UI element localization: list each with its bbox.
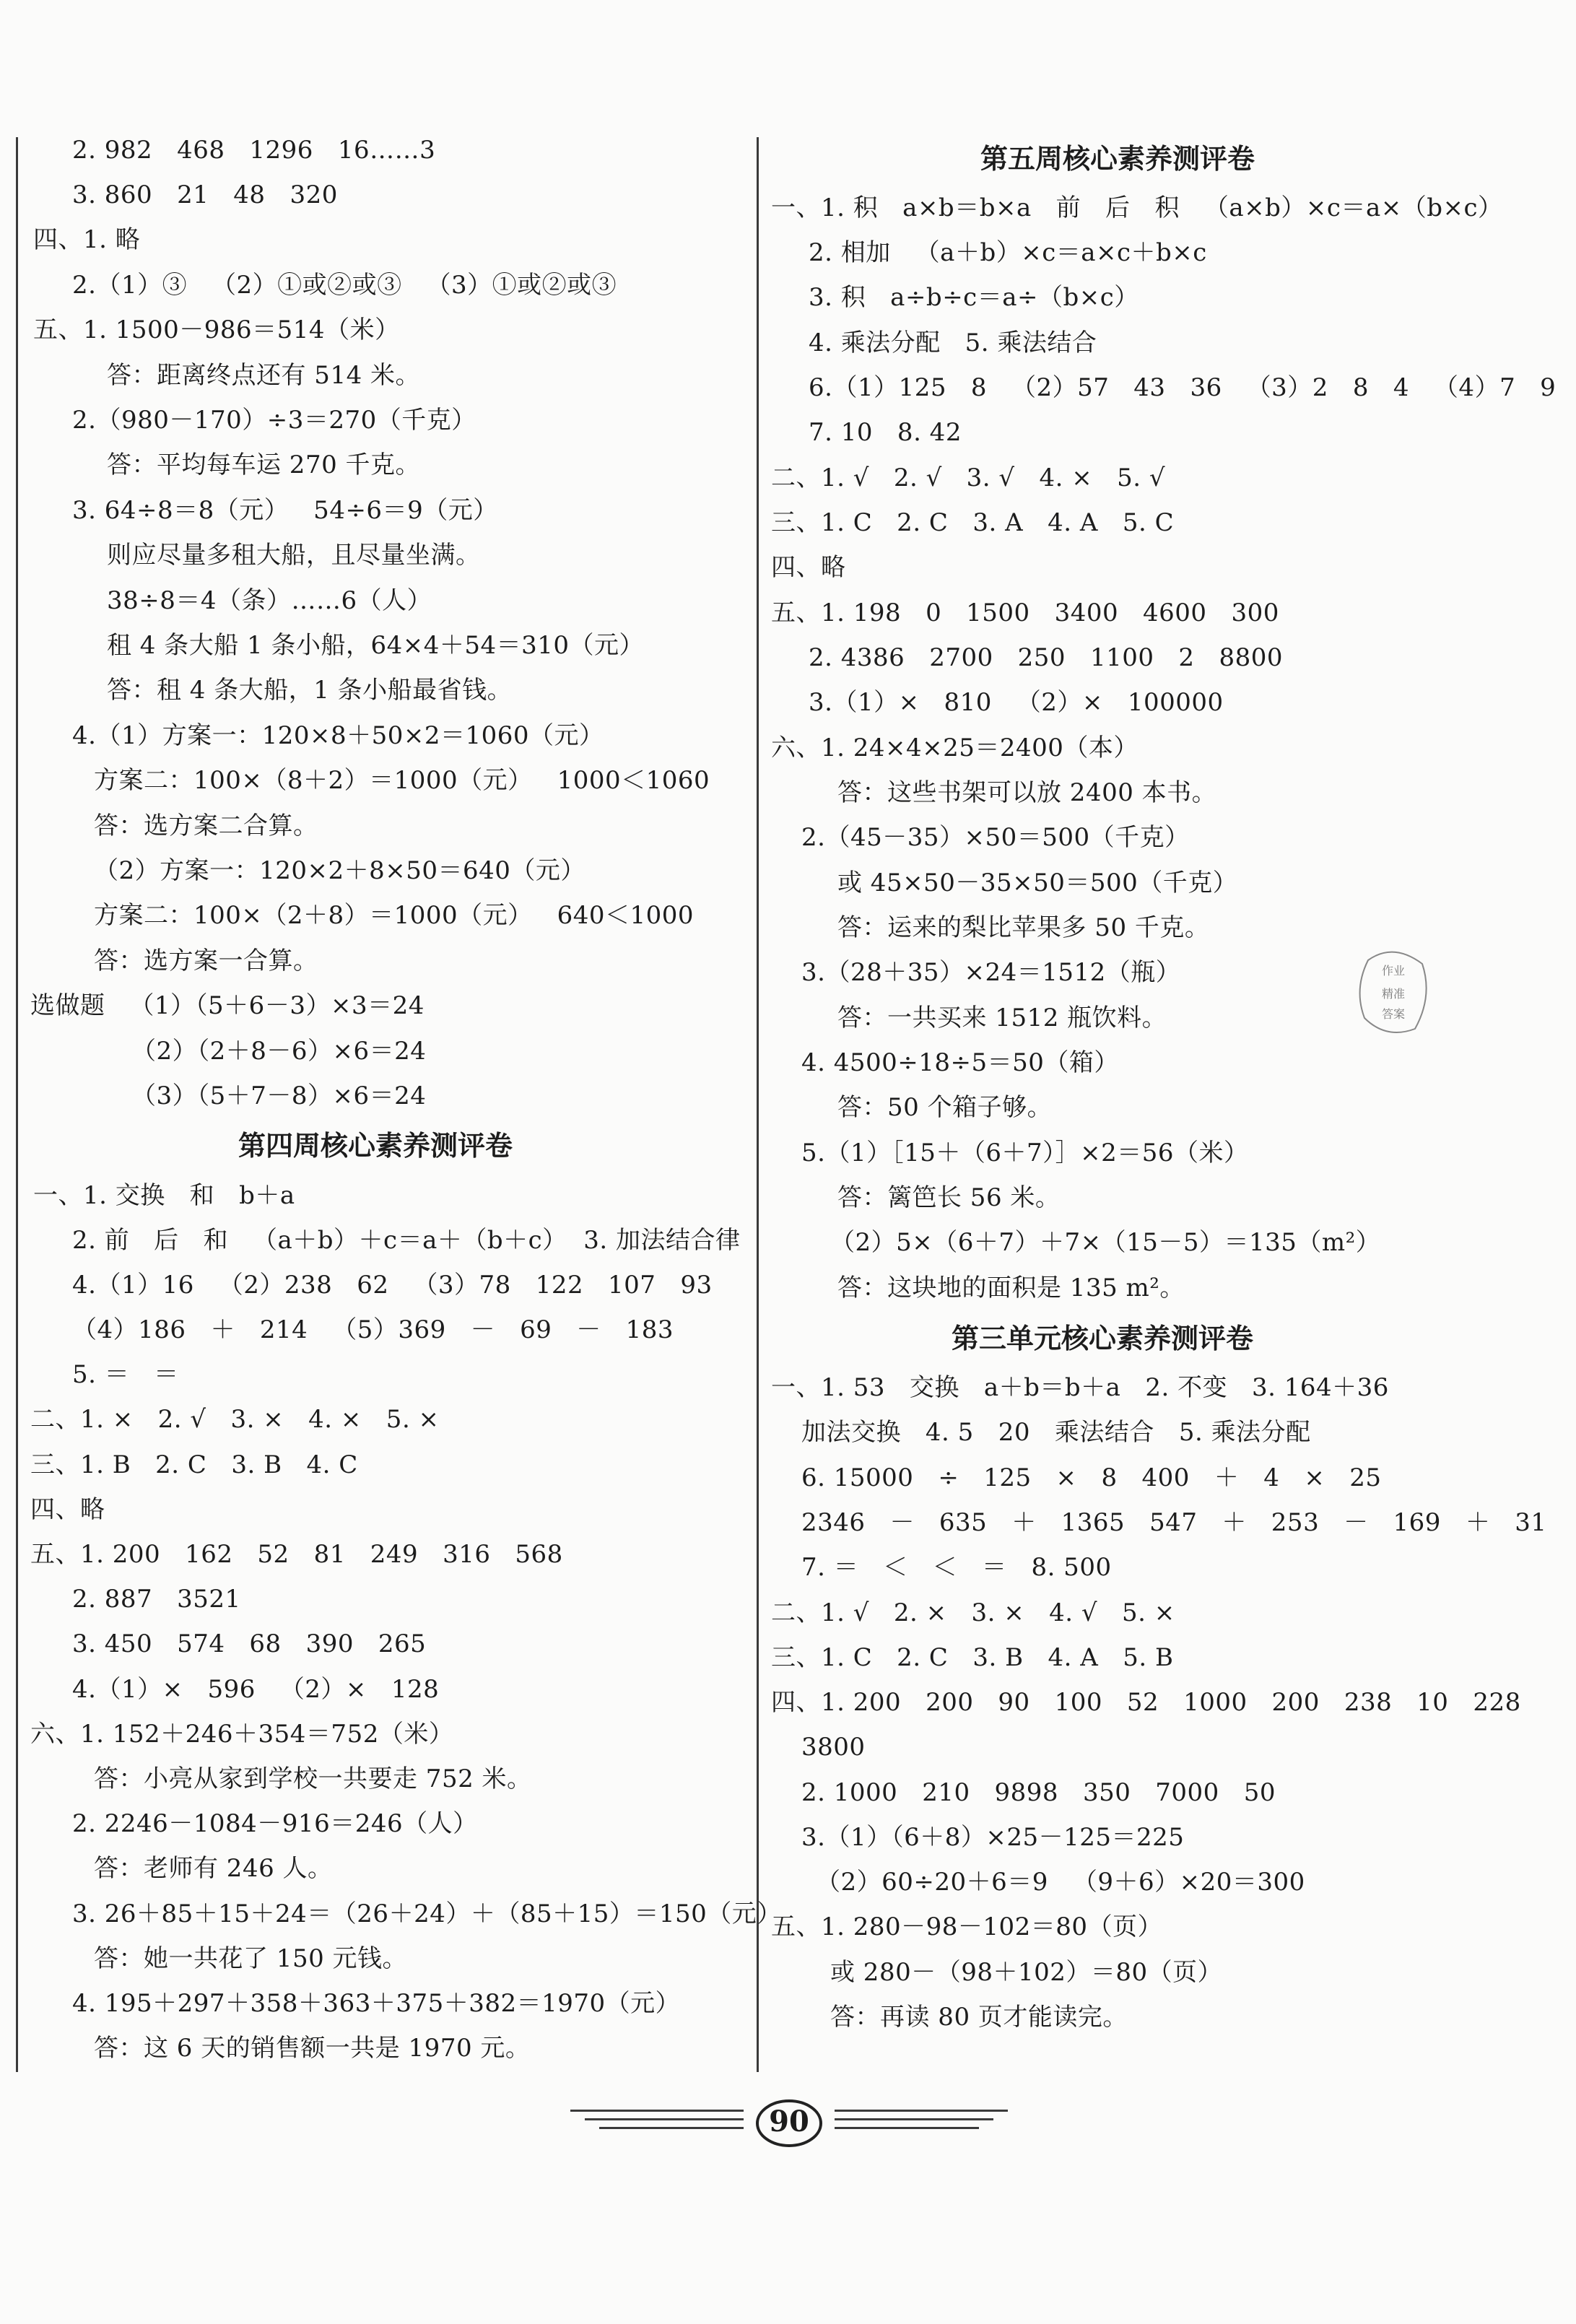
answer-line: 答：租 4 条大船，1 条小船最省钱。 bbox=[107, 676, 513, 705]
answer-line: 4.（1）方案一：120×8＋50×2＝1060（元） bbox=[72, 721, 604, 750]
answer-line: 则应尽量多租大船，且尽量坐满。 bbox=[107, 541, 481, 570]
answer-line: 三、1. C 2. C 3. B 4. A 5. B bbox=[771, 1643, 1174, 1672]
answer-line: 或 280－（98＋102）＝80（页） bbox=[830, 1958, 1223, 1987]
answer-line: 一、1. 53 交换 a＋b＝b＋a 2. 不变 3. 164＋36 bbox=[771, 1373, 1389, 1402]
answer-line: 3. 64÷8＝8（元） 54÷6＝9（元） bbox=[72, 496, 498, 525]
answer-line: 一、1. 交换 和 b＋a bbox=[33, 1181, 295, 1210]
answer-line: 二、1. √ 2. √ 3. √ 4. × 5. √ bbox=[771, 464, 1166, 492]
answer-line: 四、1. 200 200 90 100 52 1000 200 238 10 228 bbox=[771, 1688, 1521, 1717]
stamp-text-3: 答案 bbox=[1381, 1007, 1406, 1021]
answer-line: 3. 积 a÷b÷c＝a÷（b×c） bbox=[809, 283, 1139, 312]
answer-line: （2）60÷20＋6＝9 （9＋6）×20＝300 bbox=[816, 1868, 1305, 1897]
answer-line: 三、1. B 2. C 3. B 4. C bbox=[30, 1450, 358, 1479]
answer-line: 3.（28＋35）×24＝1512（瓶） bbox=[801, 958, 1181, 987]
answer-line: 答：一共买来 1512 瓶饮料。 bbox=[837, 1004, 1167, 1032]
answer-line: 6.（1）125 8 （2）57 43 36 （3）2 8 4 （4）7 9 bbox=[809, 373, 1557, 402]
answer-line: 选做题 （1）（5＋6－3）×3＝24 bbox=[30, 991, 425, 1020]
answer-line: 2.（980－170）÷3＝270（千克） bbox=[72, 406, 476, 435]
answer-line: 2. 887 3521 bbox=[72, 1585, 241, 1614]
answer-line: 3.（1）× 810 （2）× 100000 bbox=[809, 688, 1224, 717]
answer-line: 答：老师有 246 人。 bbox=[94, 1854, 333, 1883]
answer-line: 2. 相加 （a＋b）×c＝a×c＋b×c bbox=[809, 238, 1207, 267]
answer-line: 4.（1）16 （2）238 62 （3）78 122 107 93 bbox=[72, 1271, 713, 1300]
answer-line: （3）（5＋7－8）×6＝24 bbox=[131, 1082, 427, 1110]
answer-line: 一、1. 积 a×b＝b×a 前 后 积 （a×b）×c＝a×（b×c） bbox=[771, 193, 1503, 222]
answer-line: 加法交换 4. 5 20 乘法结合 5. 乘法分配 bbox=[801, 1418, 1311, 1447]
answer-line: 五、1. 200 162 52 81 249 316 568 bbox=[30, 1540, 563, 1569]
answer-line: 答：选方案二合算。 bbox=[94, 811, 318, 840]
answer-line: 或 45×50－35×50＝500（千克） bbox=[837, 869, 1238, 897]
section-heading: 第三单元核心素养测评卷 bbox=[952, 1323, 1254, 1354]
page-number: 90 bbox=[769, 2105, 809, 2138]
answer-line: 租 4 条大船 1 条小船，64×4＋54＝310（元） bbox=[107, 631, 645, 660]
answer-line: 答：小亮从家到学校一共要走 752 米。 bbox=[94, 1764, 532, 1793]
answer-line: 五、1. 280－98－102＝80（页） bbox=[771, 1912, 1163, 1941]
answer-line: 答：距离终点还有 514 米。 bbox=[107, 361, 421, 390]
stamp-graphic bbox=[1354, 946, 1433, 1040]
answer-line: 2. 982 468 1296 16……3 bbox=[72, 136, 436, 165]
answer-line: 答：这 6 天的销售额一共是 1970 元。 bbox=[94, 2034, 531, 2063]
answer-line: （2）5×（6＋7）＋7×（15－5）＝135（m²） bbox=[830, 1228, 1381, 1257]
answer-line: 4.（1）× 596 （2）× 128 bbox=[72, 1675, 440, 1704]
answer-line: 答：选方案一合算。 bbox=[94, 946, 318, 975]
answer-line: 2346 － 635 ＋ 1365 547 ＋ 253 － 169 ＋ 31 bbox=[801, 1508, 1547, 1537]
answer-line: 方案二：100×（8＋2）＝1000（元） 1000＜1060 bbox=[94, 766, 710, 795]
answer-line: 六、1. 152＋246＋354＝752（米） bbox=[30, 1720, 454, 1749]
answer-line: 3. 450 574 68 390 265 bbox=[72, 1629, 427, 1658]
answer-line: 二、1. × 2. √ 3. × 4. × 5. × bbox=[30, 1405, 440, 1434]
answer-line: （2）（2＋8－6）×6＝24 bbox=[131, 1037, 427, 1066]
answer-line: 2. 前 后 和 （a＋b）＋c＝a＋（b＋c） 3. 加法结合律 bbox=[72, 1226, 741, 1255]
answer-line: 四、略 bbox=[771, 553, 846, 582]
answer-line: 答：她一共花了 150 元钱。 bbox=[94, 1944, 408, 1973]
answer-line: 7. 10 8. 42 bbox=[809, 418, 962, 447]
column-divider bbox=[757, 137, 759, 2072]
answer-line: 2.（45－35）×50＝500（千克） bbox=[801, 823, 1190, 852]
answer-line: （4）186 ＋ 214 （5）369 － 69 － 183 bbox=[72, 1315, 674, 1344]
answer-line: 4. 4500÷18÷5＝50（箱） bbox=[801, 1048, 1119, 1077]
answer-line: 二、1. √ 2. × 3. × 4. √ 5. × bbox=[771, 1598, 1175, 1627]
answer-line: 2. 2246－1084－916＝246（人） bbox=[72, 1809, 478, 1838]
answer-line: 答：平均每车运 270 千克。 bbox=[107, 451, 421, 479]
answer-line: 答：50 个箱子够。 bbox=[837, 1093, 1053, 1122]
answer-line: 5.（1）［15＋（6＋7）］×2＝56（米） bbox=[801, 1139, 1249, 1167]
answer-line: 3.（1）（6＋8）×25－125＝225 bbox=[801, 1823, 1185, 1852]
answer-line: 3800 bbox=[801, 1733, 866, 1762]
answer-line: 2.（1）③ （2）①或②或③ （3）①或②或③ bbox=[72, 271, 617, 300]
answer-line: 四、略 bbox=[30, 1495, 105, 1524]
answer-line: 3. 860 21 48 320 bbox=[72, 180, 338, 209]
answer-line: 三、1. C 2. C 3. A 4. A 5. C bbox=[771, 508, 1175, 537]
answer-line: 6. 15000 ÷ 125 × 8 400 ＋ 4 × 25 bbox=[801, 1463, 1382, 1492]
answer-line: 答：再读 80 页才能读完。 bbox=[830, 2003, 1128, 2032]
answer-line: 3. 26＋85＋15＋24＝（26＋24）＋（85＋15）＝150（元） bbox=[72, 1899, 782, 1928]
answer-line: 2. 4386 2700 250 1100 2 8800 bbox=[809, 643, 1283, 672]
section-heading: 第五周核心素养测评卷 bbox=[980, 143, 1255, 175]
answer-line: 六、1. 24×4×25＝2400（本） bbox=[771, 734, 1139, 762]
answer-line: 2. 1000 210 9898 350 7000 50 bbox=[801, 1778, 1276, 1807]
answer-line: 答：这块地的面积是 135 m²。 bbox=[837, 1274, 1185, 1302]
answer-line: 7. ＝ ＜ ＜ ＝ 8. 500 bbox=[801, 1553, 1112, 1582]
left-margin-rule bbox=[16, 137, 18, 2072]
stamp-text-2: 精准 bbox=[1381, 987, 1406, 1001]
answer-line: 五、1. 1500－986＝514（米） bbox=[33, 315, 400, 344]
section-heading: 第四周核心素养测评卷 bbox=[238, 1130, 513, 1162]
answer-line: 5. ＝ ＝ bbox=[72, 1360, 179, 1389]
answer-line: 答：篱笆长 56 米。 bbox=[837, 1183, 1061, 1212]
answer-line: 五、1. 198 0 1500 3400 4600 300 bbox=[771, 599, 1279, 627]
answer-line: 答：这些书架可以放 2400 本书。 bbox=[837, 778, 1217, 807]
answer-line: 方案二：100×（2＋8）＝1000（元） 640＜1000 bbox=[94, 901, 695, 930]
answer-line: 38÷8＝4（条）……6（人） bbox=[107, 586, 432, 615]
answer-line: 四、1. 略 bbox=[33, 225, 141, 254]
answer-line: （2）方案一：120×2＋8×50＝640（元） bbox=[94, 856, 585, 885]
stamp-text-1: 作业 bbox=[1381, 964, 1406, 978]
answer-line: 4. 195＋297＋358＋363＋375＋382＝1970（元） bbox=[72, 1989, 681, 2018]
answer-line: 4. 乘法分配 5. 乘法结合 bbox=[809, 328, 1097, 357]
answer-line: 答：运来的梨比苹果多 50 千克。 bbox=[837, 913, 1210, 942]
